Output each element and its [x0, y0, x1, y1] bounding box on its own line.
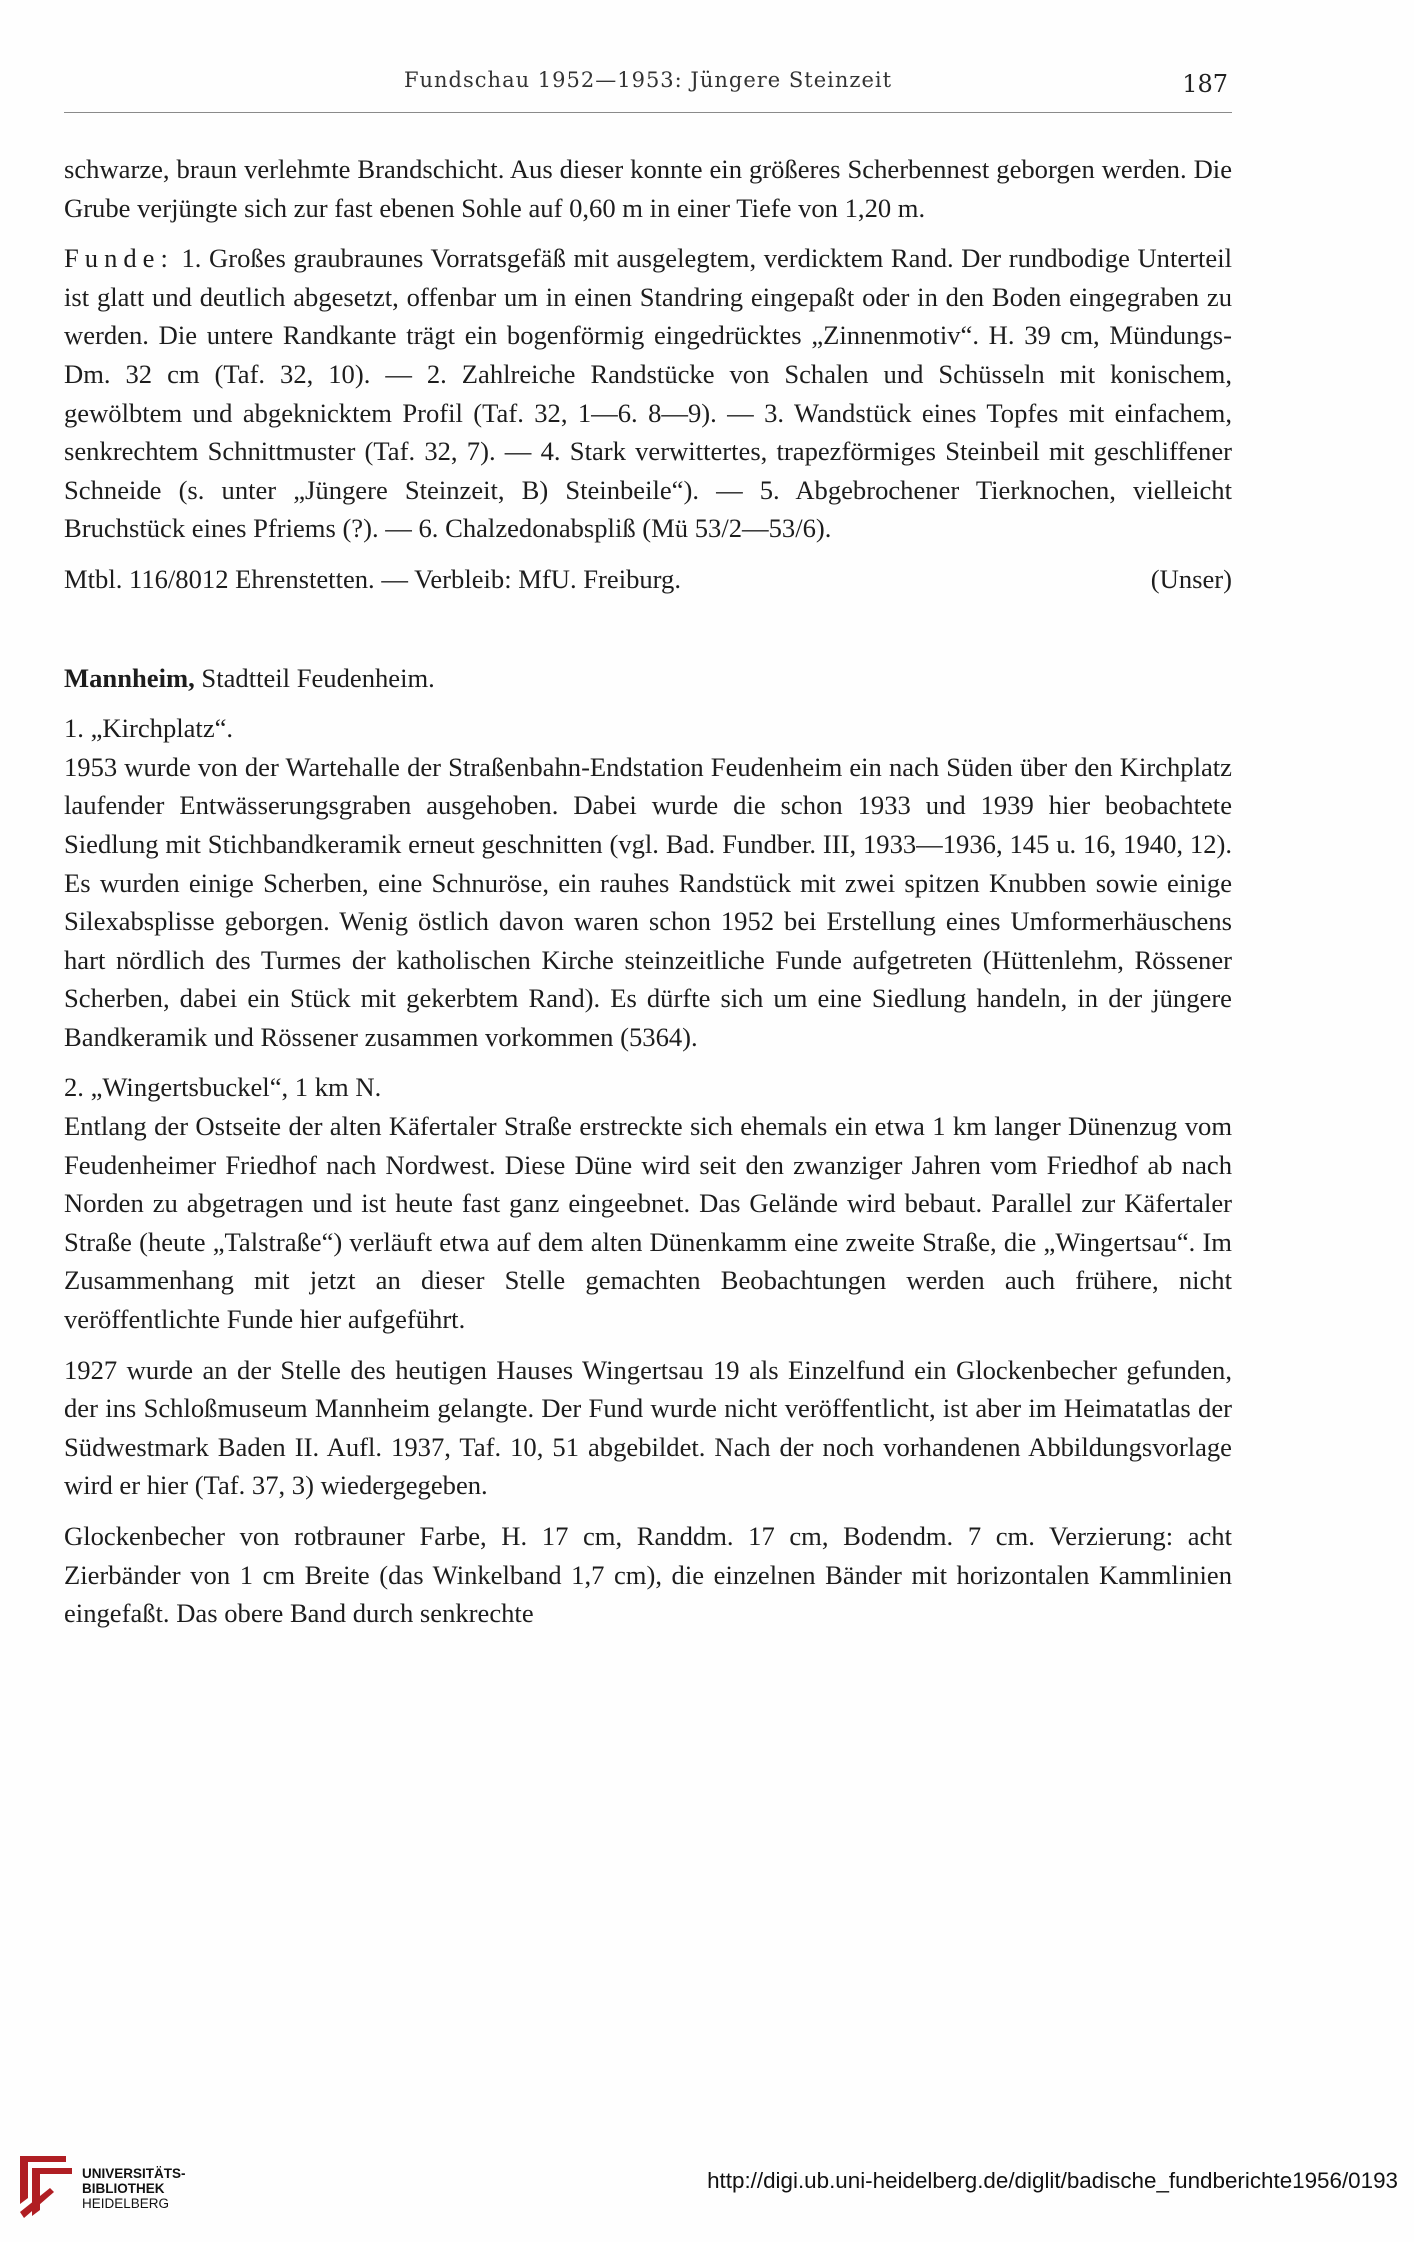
page-number: 187: [1182, 70, 1228, 98]
funde-text: 1. Großes graubraunes Vorratsgefäß mit ausgelegtem, verdicktem Rand. Der rundbodige Unterteil ist glatt und deutlich abgesetzt, offenbar um in einen Standring eingepaßt oder in den Boden eingegraben zu werden. Die untere Randkante trägt ein bogenförmig eingedrücktes „Zinnenmotiv“. H. 39 cm, Mündungs-Dm. 32 cm (Taf. 32, 10). — 2. Zahlreiche Randstücke von Schalen und Schüsseln mit konischem, gewölbtem und abgeknicktem Profil (Taf. 32, 1—6. 8—9). — 3. Wandstück eines Topfes mit einfachem, senkrechtem Schnittmuster (Taf. 32, 7). — 4. Stark verwittertes, trapezförmiges Steinbeil mit geschliffener Schneide (s. unter „Jüngere Steinzeit, B) Steinbeile“). — 5. Abgebrochener Tierknochen, vielleicht Bruchstück eines Pfriems (?). — 6. Chalzedonabspliß (Mü 53/2—53/6).: [64, 243, 1232, 544]
logo-line-3: HEIDELBERG: [82, 2196, 170, 2211]
logo-line-1: UNIVERSITÄTS-: [82, 2166, 186, 2181]
page-header: [64, 60, 1232, 113]
library-logo-text: [82, 2166, 186, 2211]
body-text: [64, 150, 1232, 1633]
paragraph-location: [64, 560, 1232, 599]
author-credit: (Unser): [1150, 563, 1232, 594]
section-1-title: 1. „Kirchplatz“.: [64, 713, 234, 744]
site-heading-name: Mannheim,: [64, 662, 195, 693]
section-1-text: 1953 wurde von der Wartehalle der Straßenbahn-Endstation Feudenheim ein nach Süden über den Kirchplatz laufender Entwässerungsgraben ausgehoben. Dabei wurde die schon 1933 und 1939 hier beobachtete Siedlung mit Stichbandkeramik erneut geschnitten (vgl. Bad. Fundber. III, 1933—1936, 145 u. 16, 1940, 12). Es wurden einige Scherben, eine Schnuröse, ein rauhes Randstück mit zwei spitzen Knubben sowie einige Silexabsplisse geborgen. Wenig östlich davon waren schon 1952 bei Erstellung eines Umformerhäuschens hart nördlich des Turmes der katholischen Kirche steinzeitliche Funde aufgetreten (Hüttenlehm, Rössener Scherben, dabei ein Stück mit gekerbtem Rand). Es dürfte sich um eine Siedlung handeln, in der jüngere Bandkeramik und Rössener zusammen vorkommen (5364).: [64, 751, 1232, 1052]
paragraph-funde: [64, 239, 1232, 548]
library-logo-icon: [14, 2152, 72, 2224]
location-text: Mtbl. 116/8012 Ehrenstetten. — Verbleib: MfU. Freiburg.: [64, 563, 682, 594]
source-url-link[interactable]: http://digi.ub.uni-heidelberg.de/diglit/badische_fundberichte1956/0193: [707, 2168, 1398, 2193]
site-heading-district: Stadtteil Feudenheim.: [194, 662, 435, 693]
section-2-title: 2. „Wingertsbuckel“, 1 km N.: [64, 1072, 382, 1103]
page-footer: [0, 2150, 1414, 2242]
funde-label: Funde:: [64, 243, 174, 274]
paragraph-1927: 1927 wurde an der Stelle des heutigen Hauses Wingertsau 19 als Einzelfund ein Glockenbecher gefunden, der ins Schloßmuseum Mannheim gelangte. Der Fund wurde nicht veröffentlicht, ist aber im Heimatatlas der Südwestmark Baden II. Aufl. 1937, Taf. 10, 51 abgebildet. Nach der noch vorhandenen Abbildungsvorlage wird er hier (Taf. 37, 3) wiedergegeben.: [64, 1354, 1232, 1501]
paragraph-brandschicht: schwarze, braun verlehmte Brandschicht. Aus dieser konnte ein größeres Scherbennest geborgen werden. Die Grube verjüngte sich zur fast ebenen Sohle auf 0,60 m in einer Tiefe von 1,20 m.: [64, 154, 1232, 223]
running-title: Fundschau 1952—1953: Jüngere Steinzeit: [403, 68, 893, 92]
paragraph-glockenbecher: Glockenbecher von rotbrauner Farbe, H. 17 cm, Randdm. 17 cm, Bodendm. 7 cm. Verzierung: acht Zierbänder von 1 cm Breite (das Winkelband 1,7 cm), die einzelnen Bänder mit horizontalen Kammlinien eingefaßt. Das obere Band durch senkrechte: [64, 1521, 1232, 1629]
logo-line-2: BIBLIOTHEK: [82, 2181, 165, 2196]
site-heading: [64, 659, 1232, 698]
section-2-text: Entlang der Ostseite der alten Käfertaler Straße erstreckte sich ehemals ein etwa 1 km langer Dünenzug vom Feudenheimer Friedhof nach Nordwest. Diese Düne wird seit den zwanziger Jahren vom Friedhof ab nach Norden zu abgetragen und ist heute fast ganz eingeebnet. Das Gelände wird bebaut. Parallel zur Käfertaler Straße (heute „Talstraße“) verläuft etwa auf dem alten Dünenkamm eine zweite Straße, die „Wingertsau“. Im Zusammenhang mit jetzt an dieser Stelle gemachten Beobachtungen werden auch frühere, nicht veröffentlichte Funde hier aufgeführt.: [64, 1111, 1232, 1335]
